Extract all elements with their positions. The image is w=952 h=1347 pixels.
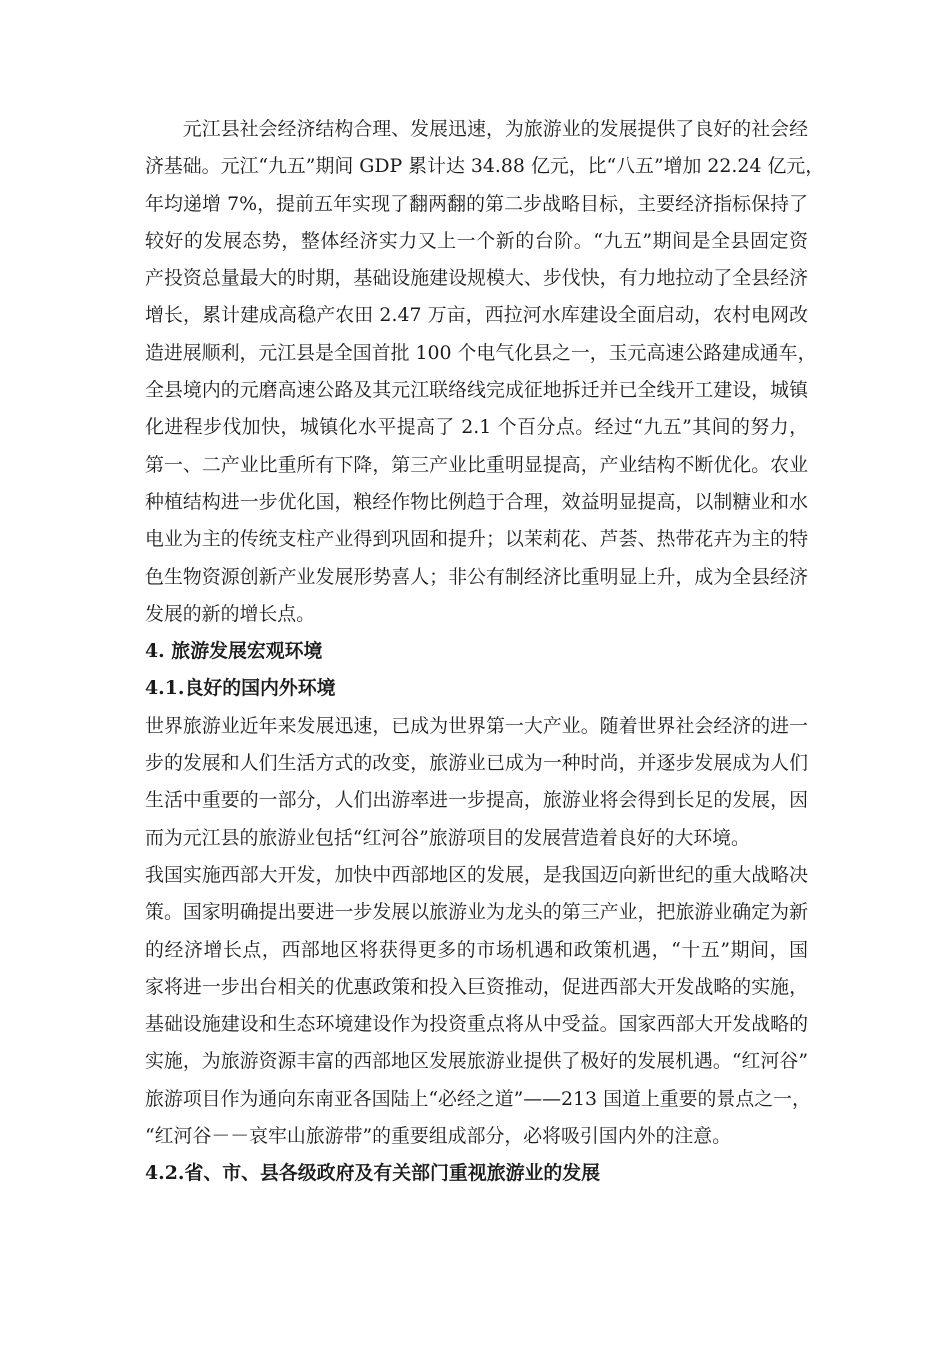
text-line: 造进展顺利，元江县是全国首批 100 个电气化县之一，玉元高速公路建成通车， xyxy=(145,341,817,364)
text-line: 第一、二产业比重所有下降，第三产业比重明显提高，产业结构不断优化。农业 xyxy=(145,453,808,476)
section-heading-4: 4. 旅游发展宏观环境 xyxy=(145,640,323,663)
text-line: 步的发展和人们生活方式的改变，旅游业已成为一种时尚，并逐步发展成为人们 xyxy=(145,752,808,775)
text-line: 全县境内的元磨高速公路及其元江联络线完成征地拆迁并已全线开工建设，城镇 xyxy=(145,379,808,402)
text-line: 的经济增长点，西部地区将获得更多的市场机遇和政策机遇，“十五”期间，国 xyxy=(145,938,808,961)
text-line: 实施，为旅游资源丰富的西部地区发展旅游业提供了极好的发展机遇。“红河谷” xyxy=(145,1050,808,1073)
text-line: 我国实施西部大开发，加快中西部地区的发展，是我国迈向新世纪的重大战略决 xyxy=(145,863,808,886)
text-line: 生活中重要的一部分，人们出游率进一步提高，旅游业将会得到长足的发展，因 xyxy=(145,789,808,812)
paragraph-western-development xyxy=(145,857,811,1155)
document-page xyxy=(145,111,825,1193)
text-line: 元江县社会经济结构合理、发展迅速，为旅游业的发展提供了良好的社会经 xyxy=(182,118,808,140)
text-line: 产投资总量最大的时期，基础设施建设规模大、步伐快，有力地拉动了全县经济 xyxy=(145,267,808,290)
text-line: 策。国家明确提出要进一步发展以旅游业为龙头的第三产业，把旅游业确定为新 xyxy=(145,901,808,924)
text-line: 而为元江县的旅游业包括“红河谷”旅游项目的发展营造着良好的大环境。 xyxy=(145,826,750,849)
text-line: 基础设施建设和生态环境建设作为投资重点将从中受益。国家西部大开发战略的 xyxy=(145,1013,808,1036)
text-line: 较好的发展态势，整体经济实力又上一个新的台阶。“九五”期间是全县固定资 xyxy=(145,229,808,252)
text-line: 化进程步伐加快，城镇化水平提高了 2.1 个百分点。经过“九五”其间的努力， xyxy=(145,416,808,439)
section-heading-4-1: 4.1.良好的国内外环境 xyxy=(145,677,336,700)
text-line: “红河谷－－哀牢山旅游带”的重要组成部分，必将吸引国内外的注意。 xyxy=(145,1125,732,1148)
text-line: 世界旅游业近年来发展迅速，已成为世界第一大产业。随着世界社会经济的进一 xyxy=(145,714,808,737)
text-line: 种植结构进一步优化国，粮经作物比例趋于合理，效益明显提高，以制糖业和水 xyxy=(145,490,808,513)
text-line: 色生物资源创新产业发展形势喜人；非公有制经济比重明显上升，成为全县经济 xyxy=(145,565,808,588)
text-line: 年均递增 7%，提前五年实现了翻两翻的第二步战略目标，主要经济指标保持了 xyxy=(145,192,808,215)
text-line: 增长，累计建成高稳产农田 2.47 万亩，西拉河水库建设全面启动，农村电网改 xyxy=(145,304,808,327)
text-line: 济基础。元江“九五”期间 GDP 累计达 34.88 亿元，比“八五”增加 22.24 亿元， xyxy=(145,155,825,178)
text-line: 旅游项目作为通向东南亚各国陆上“必经之道”——213 国道上重要的景点之一， xyxy=(145,1087,811,1110)
text-line: 电业为主的传统支柱产业得到巩固和提升；以茉莉花、芦荟、热带花卉为主的特 xyxy=(145,528,808,551)
paragraph-international-environment xyxy=(145,708,808,857)
text-line: 家将进一步出台相关的优惠政策和投入巨资推动，促进西部大开发战略的实施， xyxy=(145,975,808,998)
text-line: 发展的新的增长点。 xyxy=(145,602,316,625)
section-heading-4-2: 4.2.省、市、县各级政府及有关部门重视旅游业的发展 xyxy=(145,1162,601,1185)
paragraph-economic-basis xyxy=(145,111,825,633)
